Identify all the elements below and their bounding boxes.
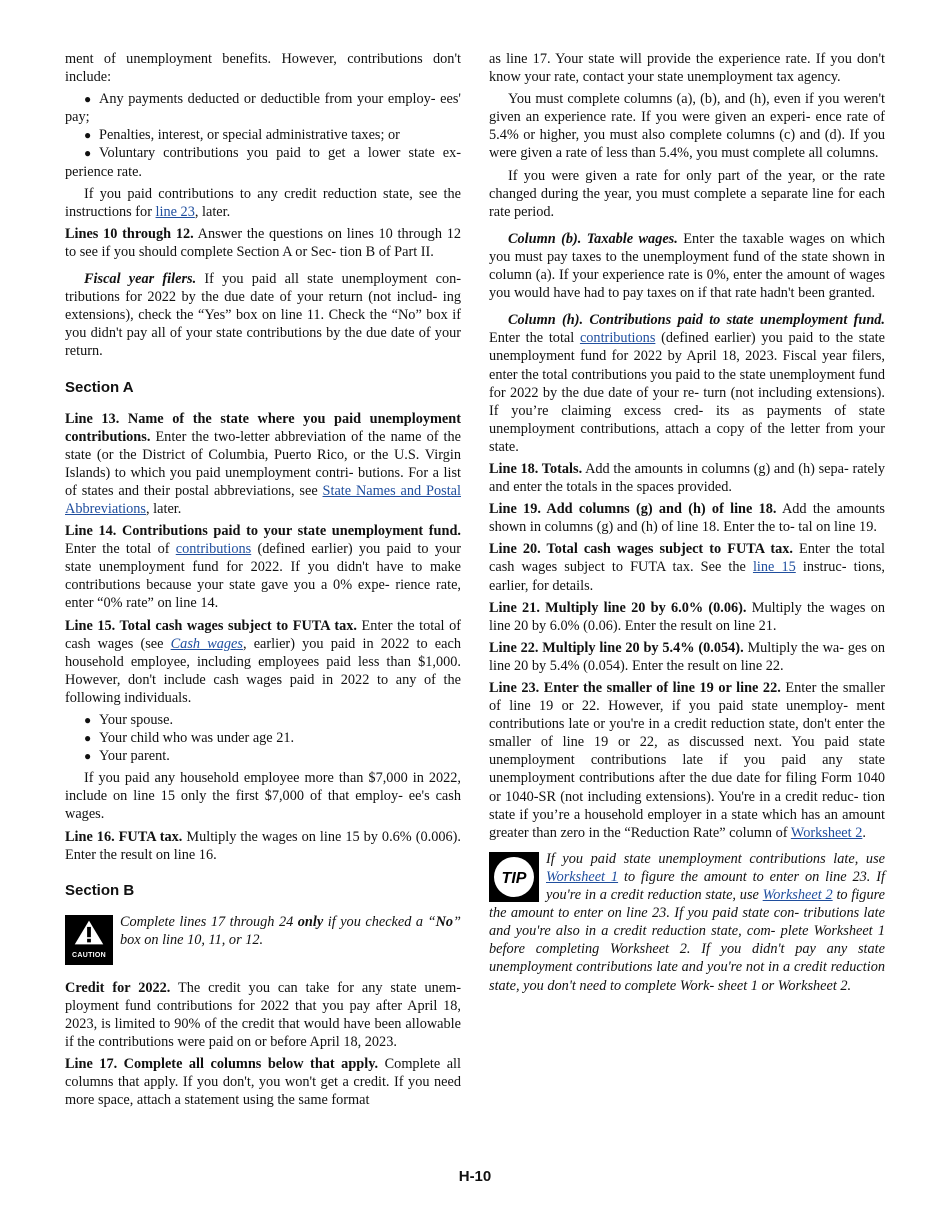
paragraph: ment of unemployment benefits. However, contributions don't include: — [65, 51, 461, 86]
run-in-heading: Line 20. Total cash wages subject to FUTA tax. — [489, 541, 793, 558]
link-worksheet-2[interactable]: Worksheet 2 — [790, 824, 863, 841]
run-in-heading: Line 14. Contributions paid to your state unemployment fund. — [65, 523, 461, 540]
tip-badge-icon — [492, 855, 536, 899]
bullet-list-exclusions — [65, 90, 461, 180]
link-state-names[interactable]: State Names and Postal Abbreviations — [65, 482, 461, 517]
run-in-heading: Line 21. Multiply line 20 by 6.0% (0.06). — [489, 599, 747, 616]
warning-triangle-icon — [69, 919, 109, 946]
right-column — [489, 50, 885, 995]
run-in-heading: Column (h). Contributions paid to state unemployment fund. — [508, 312, 885, 329]
run-in-heading: Column (b). Taxable wages. — [508, 230, 678, 247]
left-column — [65, 50, 461, 1113]
run-in-heading: Fiscal year filers. — [84, 271, 197, 288]
list-item: ● Penalties, interest, or special administrative taxes; or — [84, 127, 400, 144]
caution-text: Complete lines 17 through 24 only if you checked a “No” box on line 10, 11, or 12. — [120, 913, 461, 948]
section-b-heading: Section B — [65, 881, 135, 899]
list-item: ● Your spouse. — [84, 712, 174, 728]
page-number: H-10 — [458, 1168, 492, 1185]
paragraph: If you paid contributions to any credit reduction state, see the instructions for line 23, later. — [65, 185, 461, 220]
paragraph: If you were given a rate for only part of the year, or the rate changed during the year, you must complete a separate line for each rate period. — [489, 167, 885, 220]
list-item: ● Your child who was under age 21. — [84, 730, 295, 747]
tip-callout: TIP If you paid state unemployment contributions late, use Worksheet 1 to figure the amount to enter on line 23. If you're in a credit reduction state, use Worksheet 2 to figure the amount to enter on line 23. If you paid state con- tributions late and you're also in a credit reduction state, com- plete Worksheet 1 before completing Worksheet 2. If you didn't pay any state unemployment contributions late and you're not in a credit reduction state, you don't need to complete Work- sheet 1 or Worksheet 2. — [489, 850, 885, 994]
caution-label: CAUTION — [72, 951, 106, 959]
paragraph-column-b: Column (b). Taxable wages. Enter the taxable wages on which you must pay taxes to the unemployment fund of the state shown in column (a). If your experience rate is 0%, enter the amount of wages you would have had to pay taxes on if that rate hadn't been granted. — [489, 230, 885, 302]
paragraph-line-22: Line 22. Multiply line 20 by 5.4% (0.054). Multiply the wa- ges on line 20 by 5.4% (0.054). Enter the result on line 22. — [489, 639, 885, 674]
paragraph-credit-2022: Credit for 2022. The credit you can take for any state unem- ployment fund contributions for 2022 that you pay after April 18, 2023, is limited to 90% of the credit that would have been allowable if the contributions were paid on or before April 18, 2023. — [65, 979, 461, 1051]
list-item: ● Any payments deducted or deductible from your employ- ees' pay; — [65, 91, 461, 126]
run-in-heading: Lines 10 through 12. — [65, 225, 194, 242]
paragraph-line-23: Line 23. Enter the smaller of line 19 or line 22. Enter the smaller of line 19 or 22. However, if you paid state unemploy- ment contributions late or you're in a credit reduction state, don't enter the smaller of line 19 or 22, as discussed next. You paid state unemployment contributions late if you paid any state unemployment contributions after the due date for filing Form 1040 or 1040-SR (not including extensions). You're in a credit reduc- tion state if you’re a household employer in a state which has an amount greater than zero in the “Reduction Rate” column of Worksheet 2. — [489, 680, 885, 841]
run-in-heading: Line 17. Complete all columns below that apply. — [65, 1056, 379, 1073]
paragraph-line-21: Line 21. Multiply line 20 by 6.0% (0.06). Multiply the wages on line 20 by 6.0% (0.06). Enter the result on line 21. — [489, 599, 885, 634]
run-in-heading: Line 19. Add columns (g) and (h) of line 18. — [489, 501, 777, 518]
paragraph: as line 17. Your state will provide the experience rate. If you don't know your rate, contact your state unemployment tax agency. — [489, 51, 885, 86]
paragraph-line-19: Line 19. Add columns (g) and (h) of line 18. Add the amounts shown in columns (g) and (h) of line 18. Enter the to- tal on line 19. — [489, 501, 885, 536]
run-in-heading: Line 23. Enter the smaller of line 19 or line 22. — [489, 680, 781, 696]
svg-text:TIP: TIP — [501, 869, 527, 887]
run-in-heading: Line 15. Total cash wages subject to FUTA tax. — [65, 617, 357, 634]
paragraph-line-17: Line 17. Complete all columns below that apply. Complete all columns that apply. If you don't, you won't get a credit. If you need more space, attach a statement using the same format — [65, 1056, 462, 1109]
bullet-icon: ● — [84, 749, 92, 764]
bullet-icon: ● — [84, 713, 92, 727]
section-a-heading: Section A — [65, 378, 134, 396]
paragraph-line-14: Line 14. Contributions paid to your state unemployment fund. Enter the total of contributions (defined earlier) you paid to your state unemployment fund for 2022. If you didn't have to make contributions because your state gave you a 0% expe- rience rate, enter “0% rate” on line 14. — [65, 523, 461, 612]
paragraph-line-16: Line 16. FUTA tax. Multiply the wages on line 15 by 0.6% (0.006). Enter the result on line 16. — [65, 828, 461, 863]
bullet-icon: ● — [84, 731, 92, 746]
paragraph: You must complete columns (a), (b), and (h), even if you weren't given an experience rate. If you were given an experi- ence rate of 5.4% or higher, you must also complete columns (c) and (d). If you were given a rate of less than 5.4%, you must complete all columns. — [489, 91, 885, 162]
bullet-icon: ● — [84, 146, 92, 161]
paragraph-column-h: Column (h). Contributions paid to state unemployment fund. Enter the total contributions (defined earlier) you paid to the state unemployment fund for 2022 by April 18, 2023. Fiscal year filers, enter the total contributions you paid to the state unemployment fund for 2022 by the due date of your re- turn (not including extensions). If you’re claiming excess cred- its as payments of state unemployment contributions, attach a copy of the letter from your state. — [489, 312, 886, 455]
bullet-icon: ● — [84, 128, 92, 143]
paragraph-fiscal-year: Fiscal year filers. If you paid all state unemployment con- tributions for 2022 by the due date of your return (not includ- ing extensions), check the “Yes” box on line 11. Check the “No” box if you didn't pay all of your state contributions by the due date of your return. — [65, 271, 461, 360]
paragraph-line-15: Line 15. Total cash wages subject to FUTA tax. Enter the total of cash wages (see Cash wages, earlier) you paid in 2022 to each household employee, including employees paid less than $1,000. However, don't include cash wages paid in 2022 to any of the following individuals. — [65, 617, 461, 706]
paragraph-line-18: Line 18. Totals. Add the amounts in columns (g) and (h) sepa- rately and enter the totals in the spaces provided. — [489, 460, 885, 496]
bullet-icon: ● — [84, 92, 92, 107]
run-in-heading: Line 16. FUTA tax. — [65, 828, 183, 845]
run-in-heading: Line 22. Multiply line 20 by 5.4% (0.054). — [489, 639, 744, 656]
link-contributions[interactable]: contributions — [579, 330, 656, 347]
run-in-heading: Line 18. Totals. — [489, 460, 583, 477]
paragraph-line-13: Line 13. Name of the state where you paid unemployment contributions. Enter the two-letter abbreviation of the name of the state (or the District of Columbia, Puerto Rico, or the U.S. Virgin Islands) to which you paid unemployment contri- butions. For a list of states and their postal abbreviations, see State Names and Postal Abbreviations, later. — [65, 410, 461, 517]
bullet-list-individuals — [65, 711, 461, 765]
link-contributions[interactable]: contributions — [175, 541, 252, 558]
run-in-heading: Line 13. Name of the state where you paid unemployment contributions. — [65, 410, 461, 445]
run-in-heading: Credit for 2022. — [65, 979, 171, 996]
link-line-15[interactable]: line 15 — [752, 559, 796, 576]
link-worksheet-2[interactable]: Worksheet 2 — [762, 887, 833, 904]
paragraph-line-20: Line 20. Total cash wages subject to FUTA tax. Enter the total cash wages subject to FUTA tax. See the line 15 instruc- tions, earlier, for details. — [489, 541, 885, 594]
link-worksheet-1[interactable]: Worksheet 1 — [546, 868, 619, 885]
tip-icon — [489, 852, 539, 902]
list-item: ● Voluntary contributions you paid to get a lower state ex- perience rate. — [65, 145, 461, 180]
list-item: ● Your parent. — [84, 748, 170, 765]
link-cash-wages[interactable]: Cash wages — [170, 635, 243, 652]
paragraph-lines-10-12: Lines 10 through 12. Answer the questions on lines 10 through 12 to see if you should complete Section A or Sec- tion B of Part II. — [65, 225, 461, 260]
caution-callout — [65, 913, 461, 965]
paragraph: If you paid any household employee more than $7,000 in 2022, include on line 15 only the first $7,000 of that employ- ee's cash wages. — [65, 770, 461, 823]
caution-icon — [65, 915, 113, 965]
link-line-23[interactable]: line 23 — [155, 203, 195, 220]
